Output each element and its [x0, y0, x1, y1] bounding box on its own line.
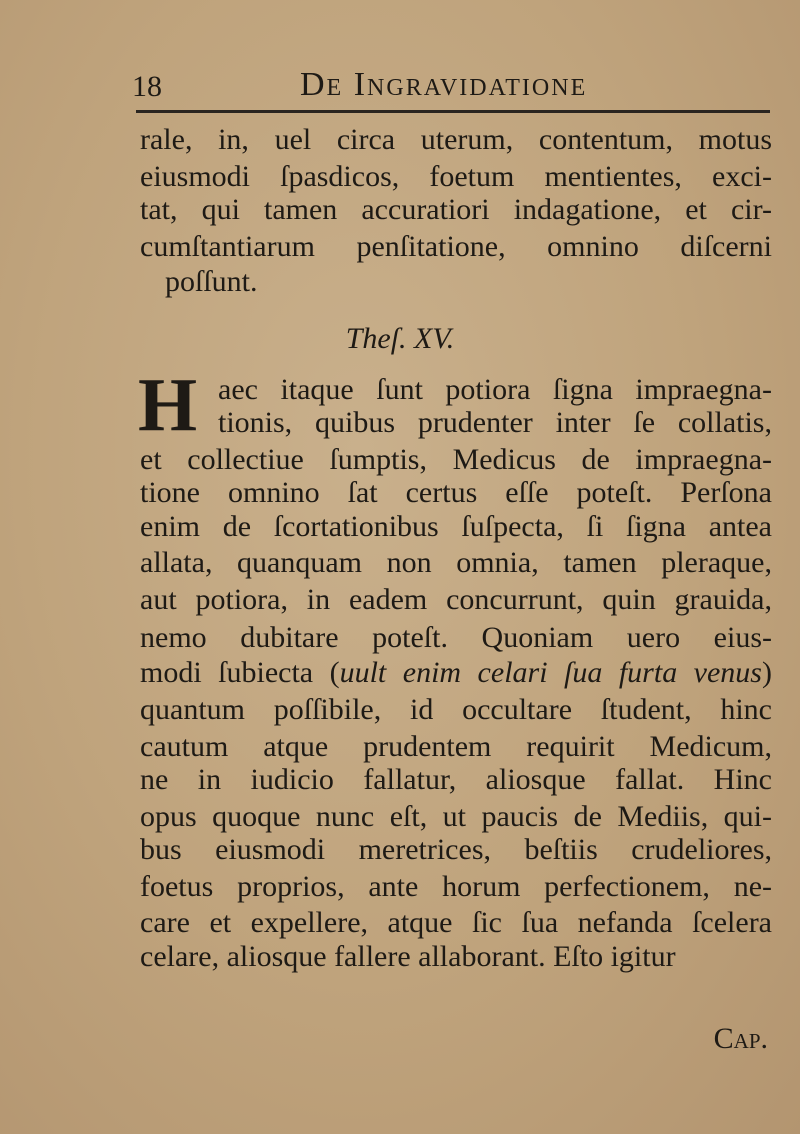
- text-line: rale, in, uel circa uterum, contentum, motus: [140, 123, 772, 156]
- text-line: ne in iudicio fallatur, aliosque fallat. Hinc: [140, 763, 772, 796]
- text-line: tione omnino ſat certus eſſe poteſt. Perſona: [140, 476, 772, 509]
- text-line: aec itaque ſunt potiora ſigna impraegna-: [218, 373, 772, 406]
- text-line: cautum atque prudentem requirit Medicum,: [140, 730, 772, 763]
- text-line: opus quoque nunc eſt, ut paucis de Mediis, qui-: [140, 800, 772, 833]
- page-number: 18: [132, 70, 162, 103]
- text-line: care et expellere, atque ſic ſua nefanda ſcelera: [140, 906, 772, 939]
- text-line-italic-quote: [140, 656, 772, 690]
- text-line: enim de ſcortationibus ſuſpecta, ſi ſigna antea: [140, 510, 772, 543]
- running-title: De Ingravidatione: [300, 66, 588, 103]
- text-line: bus eiusmodi meretrices, beſtiis crudeliores,: [140, 833, 772, 866]
- text-line: cumſtantiarum penſitatione, omnino diſcerni: [140, 230, 772, 263]
- header-rule: [136, 110, 770, 113]
- text-line: allata, quanquam non omnia, tamen pleraque,: [140, 546, 772, 579]
- text-line: et collectiue ſumptis, Medicus de impraegna-: [140, 443, 772, 476]
- drop-cap: H: [138, 363, 198, 447]
- text-line: poſſunt.: [165, 265, 258, 298]
- text-line: foetus proprios, ante horum perfectionem, ne-: [140, 870, 772, 903]
- catchword: Cap.: [713, 1022, 768, 1055]
- text: ): [761, 656, 772, 689]
- text-line: tionis, quibus prudenter inter ſe collatis,: [218, 406, 772, 439]
- text-line: celare, aliosque fallere allaborant. Eſto igitur: [140, 940, 676, 973]
- text-line: nemo dubitare poteſt. Quoniam uero eius-: [140, 621, 772, 654]
- text-line: eiusmodi ſpasdicos, foetum mentientes, exci-: [140, 160, 772, 193]
- thesis-heading: Theſ. XV.: [345, 322, 455, 355]
- text-line: quantum poſſibile, id occultare ſtudent, hinc: [140, 693, 772, 726]
- text-line: tat, qui tamen accuratiori indagatione, et cir-: [140, 193, 772, 226]
- text: modi ſubiecta (: [140, 656, 340, 689]
- text-line: aut potiora, in eadem concurrunt, quin grauida,: [140, 583, 772, 616]
- italic-quote: uult enim celari ſua furta venus: [339, 656, 762, 689]
